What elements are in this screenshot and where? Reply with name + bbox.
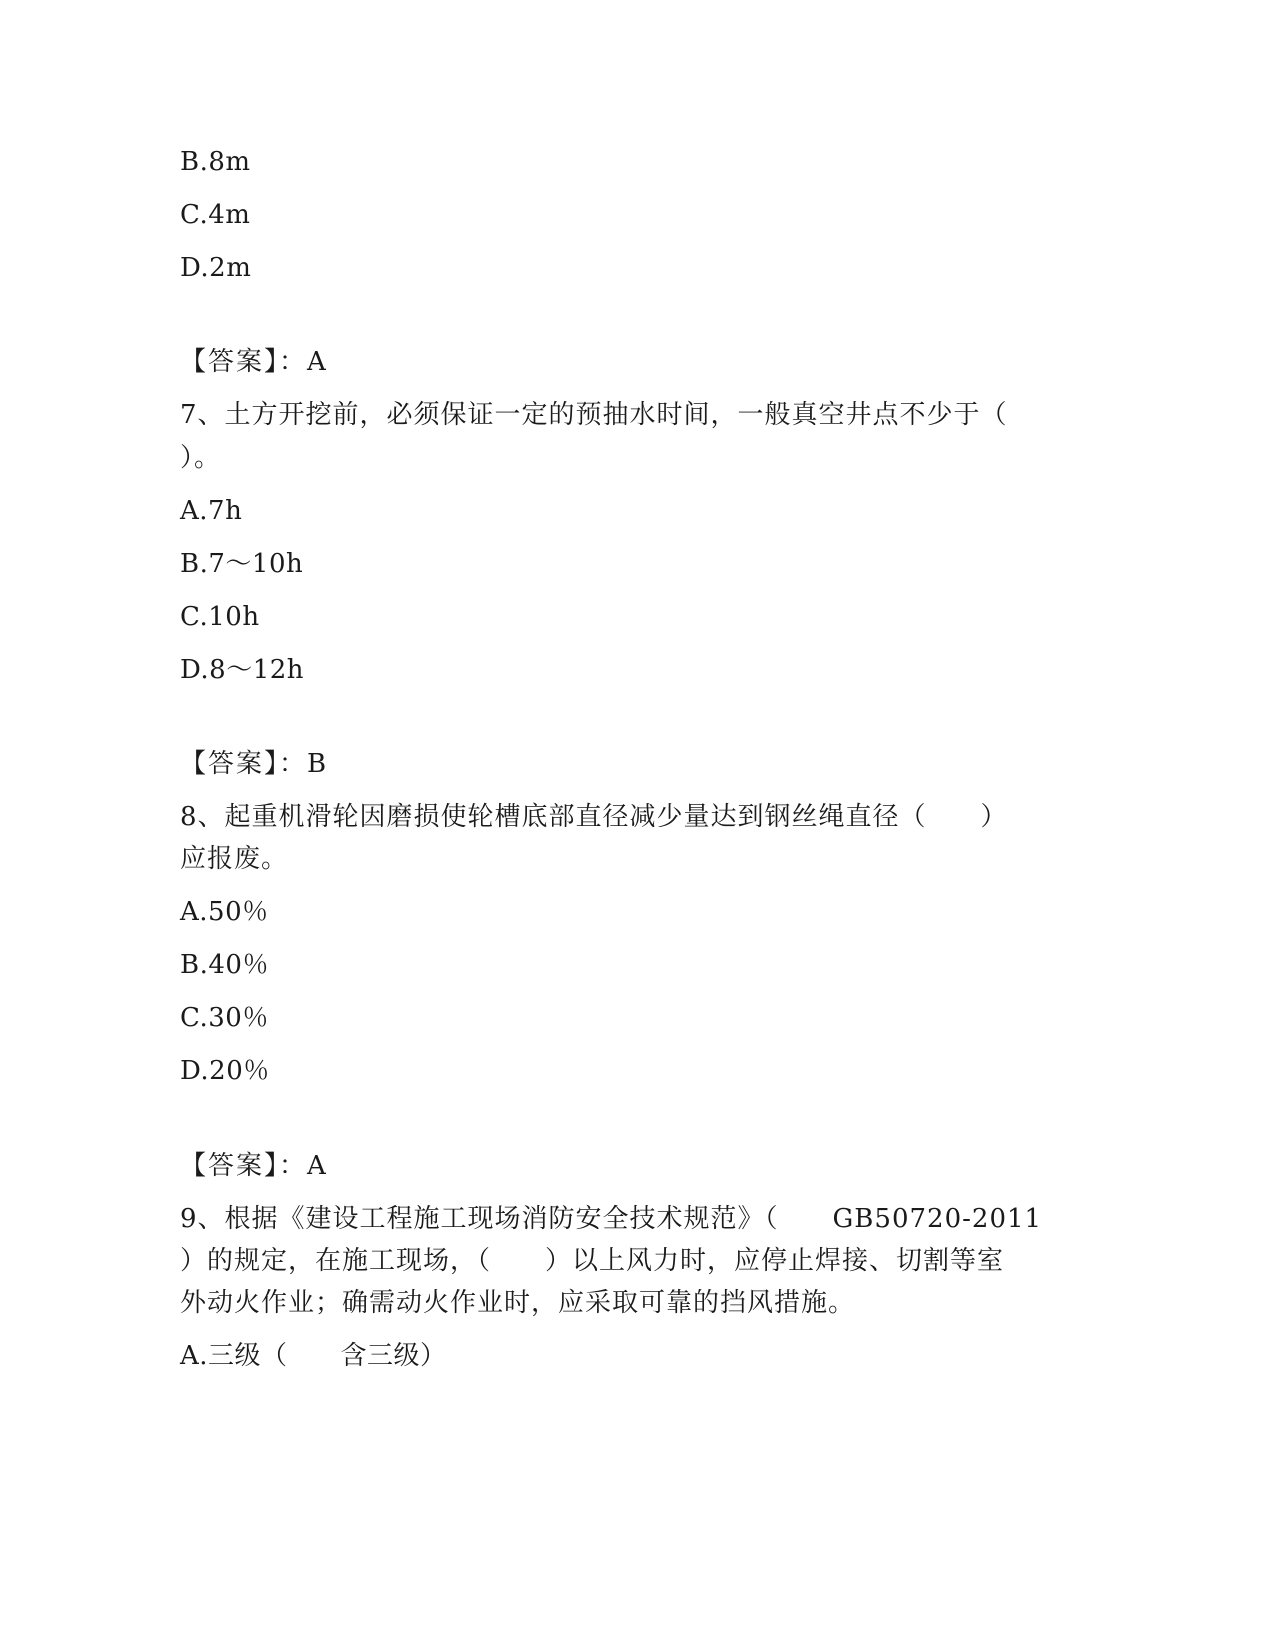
- q8-option-a: A.50％: [180, 897, 269, 927]
- q7-answer: 【答案】：B: [180, 749, 329, 779]
- q7-stem-line1: 7、土方开挖前，必须保证一定的预抽水时间，一般真空井点不少于（: [180, 400, 1008, 430]
- q8-option-c: C.30％: [180, 1003, 269, 1033]
- q9-stem-line1: 9、根据《建设工程施工现场消防安全技术规范》（ GB50720-2011: [180, 1204, 1043, 1234]
- q8-option-d: D.20％: [180, 1056, 270, 1086]
- q9-stem-line3: 外动火作业；确需动火作业时，应采取可靠的挡风措施。: [180, 1288, 856, 1318]
- q8-stem-line2: 应报废。: [180, 844, 289, 874]
- q6-option-d: D.2m: [180, 253, 252, 283]
- q6-option-b: B.8m: [180, 147, 251, 177]
- q8-answer: 【答案】：A: [180, 1151, 328, 1181]
- q6-answer: 【答案】：A: [180, 347, 328, 377]
- q8-stem-line1: 8、起重机滑轮因磨损使轮槽底部直径减少量达到钢丝绳直径（ ）: [180, 802, 1008, 832]
- q6-option-c: C.4m: [180, 200, 251, 230]
- q7-option-c: C.10h: [180, 602, 260, 632]
- q9-option-a: A.三级（ 含三级）: [180, 1341, 447, 1371]
- q8-option-b: B.40％: [180, 950, 269, 980]
- q7-stem-line2: ）。: [180, 443, 222, 473]
- q7-option-a: A.7h: [180, 496, 243, 526]
- q9-stem-line2: ）的规定，在施工现场，（ ）以上风力时，应停止焊接、切割等室: [180, 1246, 1005, 1276]
- q7-option-d: D.8～12h: [180, 655, 305, 685]
- q7-option-b: B.7～10h: [180, 549, 304, 579]
